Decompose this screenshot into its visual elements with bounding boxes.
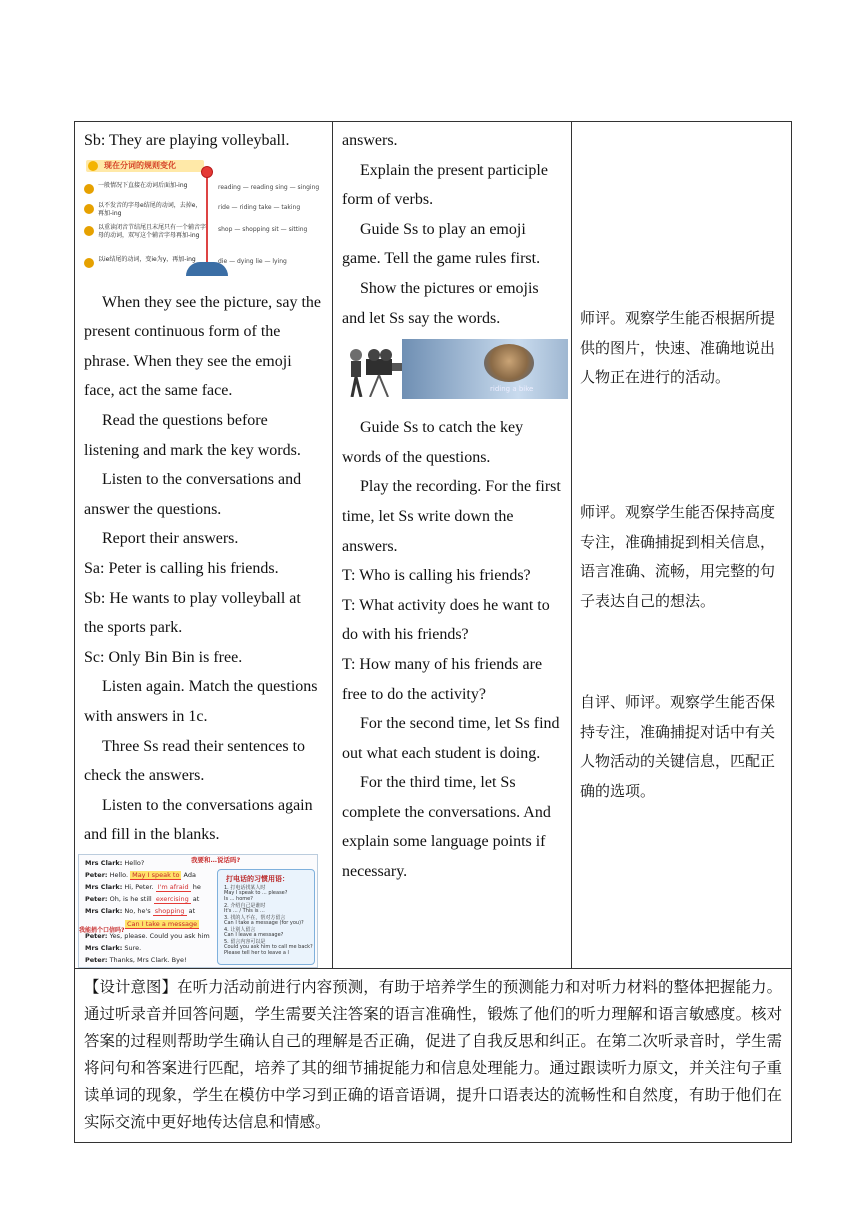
script-line: Peter: Hello. May I speak to Ada xyxy=(85,870,196,879)
teacher-explain-participle: Explain the present participle form of verbs. xyxy=(342,161,548,209)
rules-title: 现在分词的规则变化 xyxy=(86,160,204,172)
rule-badge-icon xyxy=(84,204,94,214)
rule-row: 以ie结尾的动词，变ie为y，再加-ing die — dying lie — lying xyxy=(84,256,324,278)
activity-report: Report their answers. xyxy=(102,530,239,548)
student-answer-sb: Sb: They are playing volleyball. xyxy=(84,132,290,149)
riding-bike-image xyxy=(342,339,568,399)
rule-badge-icon xyxy=(84,184,94,194)
phone-phrases-box: 打电话的习惯用语： 1. 打电话找某人时 May I speak to ... please? Is ... home? 2. 介绍自己是谁时 It's ... / This is ... 3. 找的人不在，帮对方留言 Can I take a message (for you)? 4. 让别人留言 Can I leave a message? 5. 留言内容可以是 Could you ask him to call me back? Please tell her to leave a l xyxy=(217,869,315,965)
script-line: Peter: Yes, please. Could you ask him xyxy=(85,931,210,940)
teacher-third-time: For the third time, let Ss complete the conversations. And explain some language points if necessary. xyxy=(342,774,551,881)
student-answer-sc: Sc: Only Bin Bin is free. xyxy=(84,648,243,666)
student-answer-sb2: Sb: He wants to play volleyball at the sports park. xyxy=(84,589,301,637)
activity-fill-blanks: Listen to the conversations again and fill in the blanks. xyxy=(84,796,313,844)
bulb-icon xyxy=(88,161,98,171)
teacher-answers: answers. xyxy=(342,132,398,149)
pin-icon xyxy=(201,166,213,178)
script-line: Mrs Clark: Hello? xyxy=(85,858,145,867)
script-line: Peter: Oh, is he still exercising at xyxy=(85,894,200,903)
activity-read-questions: Read the questions before listening and mark the key words. xyxy=(84,411,301,459)
activity-listen-match: Listen again. Match the questions with answers in 1c. xyxy=(84,678,318,725)
rule-badge-icon xyxy=(84,258,94,268)
callout-question: 我能捎个口信吗? xyxy=(79,926,125,934)
listening-script-image xyxy=(78,854,318,968)
teacher-question-2: T: What activity does he want to do with his friends? xyxy=(342,596,550,644)
teacher-show-pictures: Show the pictures or emojis and let Ss say the words. xyxy=(342,279,539,327)
teacher-guide-keywords: Guide Ss to catch the key words of the questions. xyxy=(342,419,524,466)
teacher-question-3: T: How many of his friends are free to do the activity? xyxy=(342,655,543,703)
film-camera-icon xyxy=(346,345,404,397)
teacher-activity-cell xyxy=(333,122,572,969)
rule-row: 一般情况下直接在动词后面加-ing reading — reading sing — singing xyxy=(84,182,324,204)
student-activity-cell xyxy=(75,122,333,969)
lesson-plan-table xyxy=(74,121,792,1143)
callout-question: 我要和…说话吗? xyxy=(191,855,241,864)
design-intent-cell xyxy=(75,968,792,1142)
design-intent-row xyxy=(75,968,792,1142)
rule-row: 以重读闭音节结尾且末尾只有一个辅音字母的动词，双写这个辅音字母再加-ing shop — shopping sit — sitting xyxy=(84,224,324,246)
teacher-second-time: For the second time, let Ss find out what each student is doing. xyxy=(342,715,560,762)
script-line: Can I take a message xyxy=(127,919,198,928)
bike-photo xyxy=(484,344,534,382)
rule-badge-icon xyxy=(84,226,94,236)
activity-row xyxy=(75,122,792,969)
script-line: Peter: Thanks, Mrs Clark. Bye! xyxy=(85,955,187,964)
student-answer-sa: Sa: Peter is calling his friends. xyxy=(84,559,279,577)
activity-listen-answer: Listen to the conversations and answer the questions. xyxy=(84,471,302,518)
design-intent-text: 【设计意图】在听力活动前进行内容预测，有助于培养学生的预测能力和对听力材料的整体把握能力。通过听录音并回答问题，学生需要关注答案的语言准确性，锻炼了他们的听力理解和语言敏感度。核对答案的过程则帮助学生确认自己的理解是否正确，促进了自我反思和纠正。在第二次听录音时，学生需将问句和答案进行匹配，培养了其的细节捕捉能力和信息处理能力。通过跟读听力原文，并关注句子重读单词的现象，学生在模仿中学习到正确的语音语调，提升口语表达的流畅性和自然度，有助于他们在实际交流中更好地传达信息和情感。 xyxy=(84,977,782,1131)
evaluation-cell xyxy=(572,122,792,969)
teacher-question-1: T: Who is calling his friends? xyxy=(342,567,531,585)
activity-check-answers: Three Ss read their sentences to check the answers. xyxy=(84,737,306,785)
activity-emoji-game: When they see the picture, say the present continuous form of the phrase. When they see the emoji face, act the same face. xyxy=(84,293,322,400)
script-line: Mrs Clark: Hi, Peter. I'm afraid he xyxy=(85,882,201,891)
script-line: Mrs Clark: Sure. xyxy=(85,943,142,952)
rule-row: 以不发音的字母e结尾的动词，去掉e，再加-ing ride — riding take — taking xyxy=(84,202,324,224)
teacher-guide-emoji: Guide Ss to play an emoji game. Tell the game rules first. xyxy=(342,220,541,268)
evaluation-1: 师评。观察学生能否根据所提供的图片，快速、准确地说出人物正在进行的活动。 xyxy=(580,309,776,387)
script-line: Mrs Clark: No, he's shopping at xyxy=(85,906,196,915)
evaluation-3: 自评、师评。观察学生能否保持专注，准确捕捉对话中有关人物活动的关键信息，匹配正确的选项。 xyxy=(580,693,776,800)
teacher-play-recording: Play the recording. For the first time, let Ss write down the answers. xyxy=(342,478,561,555)
bike-caption: riding a bike xyxy=(490,385,534,394)
evaluation-2: 师评。观察学生能否保持高度专注，准确捕捉到相关信息，语言准确、流畅，用完整的句子表达自己的想法。 xyxy=(580,503,776,610)
ing-rules-image xyxy=(82,158,322,276)
